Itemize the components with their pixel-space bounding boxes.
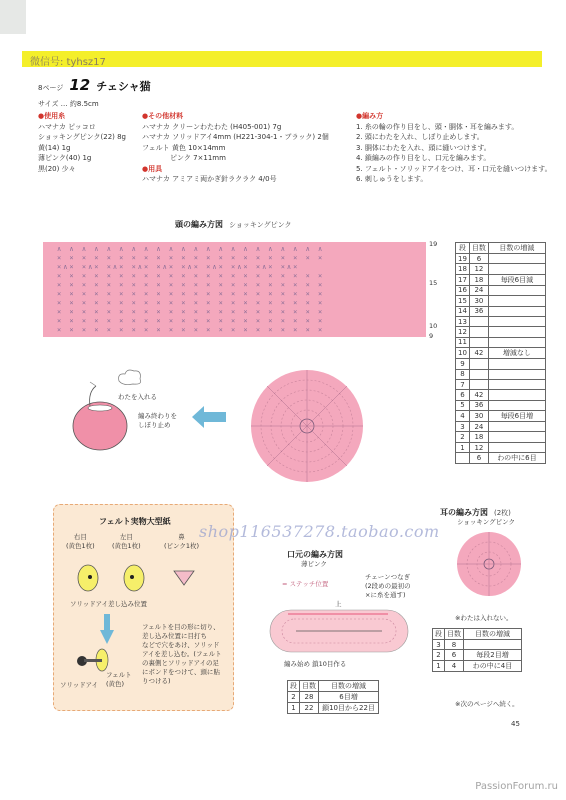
table-cell: 42 (469, 390, 488, 400)
table-row (456, 348, 546, 359)
table-cell: 36 (469, 306, 488, 316)
table-cell: 14 (456, 306, 470, 316)
table-row (456, 422, 546, 432)
mouth-start-label: 編み始め 鎖10目作る (284, 660, 347, 668)
table-cell (488, 379, 545, 389)
table-cell (488, 390, 545, 400)
table-cell (488, 316, 545, 326)
eye-position-label: ソリッドアイ差し込み位置 (70, 600, 147, 608)
method-step: 1. 糸の輪の作り目をし、頭・胴体・耳を編みます。 (356, 122, 519, 131)
head-round-chart (250, 355, 365, 493)
table-cell: 17 (456, 274, 470, 285)
table-cell: 24 (469, 285, 488, 295)
ear-note: ※わたは入れない。 (455, 614, 513, 622)
table-row (456, 327, 546, 337)
pattern-number: 12 (69, 76, 91, 94)
continue-note: ※次のページへ続く。 (455, 700, 519, 708)
page-reference: 8ページ (38, 84, 64, 92)
table-row (456, 337, 546, 347)
mouth-color: 薄ピンク (301, 560, 327, 568)
method-step: 2. 頭にわたを入れ、しぼり止めします。 (356, 133, 484, 141)
table-cell: 18 (456, 264, 470, 274)
tools-heading: ●用具 (142, 164, 163, 173)
table-row (456, 264, 546, 274)
scan-corner (0, 0, 26, 34)
table-cell (469, 379, 488, 389)
col-header: 目数の増減 (464, 629, 522, 640)
left-eye-shape (124, 565, 144, 591)
table-cell: 1 (456, 442, 470, 452)
yarn-list (38, 111, 126, 174)
head-table (455, 242, 546, 464)
stuffing-icon (115, 367, 145, 387)
yarn-line: ショッキングピンク(22) 8g (38, 133, 127, 141)
table-cell: 3 (456, 422, 470, 432)
col-header: 段 (456, 243, 470, 254)
table-row (456, 316, 546, 326)
table-row (456, 359, 546, 369)
table-row (288, 703, 379, 714)
nose-label: 鼻 (ピンク1枚) (164, 533, 200, 550)
table-row (456, 379, 546, 389)
arrow-down-icon (100, 614, 114, 644)
stitch-legend: = ステッチ位置 (282, 580, 329, 588)
table-cell (488, 306, 545, 316)
table-row (456, 296, 546, 306)
table-cell: 42 (469, 348, 488, 359)
table-cell: 10 (456, 348, 470, 359)
table-row (456, 274, 546, 285)
table-cell: 18 (469, 432, 488, 442)
method-step: 3. 胴体にわたを入れ、頭に縫いつけます。 (356, 143, 491, 152)
col-header: 目数 (300, 681, 319, 692)
table-cell: 12 (469, 264, 488, 274)
table-cell: 30 (469, 296, 488, 306)
table-cell: 2 (288, 692, 300, 703)
table-cell: 24 (469, 422, 488, 432)
table-row (456, 400, 546, 410)
table-cell (469, 337, 488, 347)
col-header: 段 (288, 681, 300, 692)
table-header (456, 243, 546, 254)
table-cell: 3 (433, 640, 445, 650)
table-cell: 8 (456, 369, 470, 379)
table-cell: 12 (456, 327, 470, 337)
table-cell: わの中に4目 (464, 661, 522, 672)
table-cell: 28 (300, 692, 319, 703)
material-line: ピンク 7×11mm (170, 154, 226, 162)
yarn-line: 黒(20) 少々 (38, 164, 76, 173)
table-row (456, 432, 546, 442)
ear-table (432, 628, 522, 672)
table-row (456, 390, 546, 400)
table-cell: 22 (300, 703, 319, 714)
table-cell: 2 (456, 432, 470, 442)
method-step: 4. 鎖編みの作り目をし、口元を編みます。 (356, 154, 491, 162)
table-cell: 4 (445, 661, 464, 672)
table-cell (488, 337, 545, 347)
table-row (456, 411, 546, 422)
table-cell: 36 (469, 400, 488, 410)
table-cell: 5 (456, 400, 470, 410)
footer-watermark: PassionForum.ru (475, 781, 558, 792)
table-cell (469, 316, 488, 326)
felt-instructions: フェルトを目の形に切り、 差し込み位置に目打ち などで穴をあけ、ソリッド アイを差し込む。(フェルト の裏側とソリッドアイの足 にボンドをつけて、頭に貼 りつける) (142, 623, 222, 685)
table-cell: 19 (456, 254, 470, 264)
table-cell: 7 (456, 379, 470, 389)
table-cell: 12 (469, 442, 488, 452)
table-row (456, 254, 546, 264)
table-row (433, 650, 522, 661)
table-cell: 30 (469, 411, 488, 422)
table-cell: 1 (288, 703, 300, 714)
method-list (356, 111, 552, 185)
row-marker: 19 (429, 240, 438, 248)
table-header (288, 681, 379, 692)
tool-line: ハマナカ アミアミ両かぎ針ラクラク 4/0号 (142, 175, 277, 183)
table-cell (488, 264, 545, 274)
table-cell: 16 (456, 285, 470, 295)
yarn-line: 薄ピンク(40) 1g (38, 154, 92, 162)
solid-eye-label: ソリッドアイ (60, 681, 98, 689)
ear-color: ショッキングピンク (457, 518, 516, 526)
material-line: ハマナカ ソリッドアイ4mm (H221-304-1・ブラック) 2個 (142, 133, 329, 141)
yarn-heading: ●使用糸 (38, 112, 66, 120)
row-marker: 15 (429, 279, 438, 287)
table-cell: 毎段6目増 (488, 411, 545, 422)
materials-list (142, 111, 329, 185)
mouth-table (287, 680, 379, 714)
table-cell: 2 (433, 650, 445, 661)
table-cell (488, 359, 545, 369)
table-cell (488, 369, 545, 379)
table-row (433, 661, 522, 672)
ear-table-body (433, 640, 522, 672)
head-chart-title-text: 頭の編み方図 (175, 220, 223, 229)
mouth-chart (268, 608, 410, 654)
table-cell: 9 (456, 359, 470, 369)
pattern-name: チェシャ猫 (96, 80, 151, 93)
col-header: 目数の増減 (319, 681, 379, 692)
table-cell: 6 (469, 254, 488, 264)
stitch-pattern: ∧ ∧ ∧ ∧ ∧ ∧ ∧ ∧ ∧ ∧ ∧ ∧ ∧ ∧ ∧ ∧ ∧ ∧ ∧ ∧ ∧ ∧ × × × × × × × × × × × × × × × × × × × × × × ×∧× ×∧× ×∧× ×∧× ×∧× ×∧× ×∧× ×∧× ×∧× ×∧× × × × × × × × × × × × × × × × × × × × × × × × × × × × × × × × × × × × × × × × × × × × × × × × × × × × × × × × × × × × × × × × × × × × × × × × × × × × × × × × × × × × × × × × × × × × × × × × × × × × × × × × × × × × × × × × × × × × × × × × × × × × × × × × × × × × × × × × × × × × × × × × × × × × × × × × × × × (57, 245, 325, 334)
right-eye-label: 右目 (黄色1枚) (66, 533, 95, 550)
ear-count: (2枚) (494, 509, 511, 517)
table-row (456, 442, 546, 452)
left-eye-label: 左目 (黄色1枚) (112, 533, 141, 550)
watermark: shop116537278.taobao.com (199, 522, 440, 541)
ear-chart-title (440, 507, 511, 518)
head-chart-color: ショッキングピンク (229, 221, 292, 229)
table-cell: 15 (456, 296, 470, 306)
nose-shape (174, 571, 194, 585)
wechat-banner: 微信号: tyhsz17 (22, 51, 542, 67)
method-heading: ●編み方 (356, 112, 384, 120)
table-cell (469, 369, 488, 379)
table-row (433, 640, 522, 650)
col-header: 目数 (445, 629, 464, 640)
table-cell (488, 422, 545, 432)
col-header: 段 (433, 629, 445, 640)
table-cell: 13 (456, 316, 470, 326)
table-cell (464, 640, 522, 650)
table-cell (488, 442, 545, 452)
table-cell: 4 (456, 411, 470, 422)
materials-heading: ●その他材料 (142, 112, 184, 120)
yarn-line: 黄(14) 1g (38, 143, 71, 152)
row-marker: 9 (429, 332, 434, 340)
ear-round-chart (455, 530, 523, 598)
material-line: ハマナカ クリーンわたわた (H405-001) 7g (142, 122, 282, 131)
table-cell: 1 (433, 661, 445, 672)
ear-title-text: 耳の編み方図 (440, 508, 488, 517)
head-table-body (456, 254, 546, 464)
table-cell (469, 359, 488, 369)
table-row (456, 453, 546, 464)
cinch-label: 編み終わりを しぼり止め (138, 412, 177, 429)
table-cell: 6目増 (319, 692, 379, 703)
col-header: 目数 (469, 243, 488, 254)
mouth-top-label: 上 (335, 600, 342, 608)
method-step: 5. フェルト・ソリッドアイをつけ、耳・口元を縫いつけます。 (356, 164, 552, 173)
table-cell (488, 285, 545, 295)
felt-title: フェルト実物大型紙 (99, 517, 171, 526)
table-cell: わの中に6目 (488, 453, 545, 464)
chain-note: チェーンつなぎ (2段めの最初の ×に糸を通す) (365, 573, 411, 599)
table-cell: 鎖10目から22目 (319, 703, 379, 714)
arrow-left-icon (192, 406, 226, 428)
table-cell: 18 (469, 274, 488, 285)
table-cell (488, 327, 545, 337)
row-marker: 10 (429, 322, 438, 330)
table-cell (488, 432, 545, 442)
head-chart-title (175, 219, 292, 230)
table-row (288, 692, 379, 703)
stuffing-label: わたを入れる (118, 393, 157, 401)
felt-label: フェルト (黄色) (106, 671, 132, 688)
pattern-size: サイズ … 約8.5cm (38, 100, 99, 108)
yarn-line: ハマナカ ピッコロ (38, 122, 96, 131)
table-row (456, 306, 546, 316)
table-cell: 6 (469, 453, 488, 464)
table-cell: 毎段2目増 (464, 650, 522, 661)
head-chart-strip (43, 242, 426, 337)
table-cell: 増減なし (488, 348, 545, 359)
table-cell: 6 (456, 390, 470, 400)
right-eye-shape (78, 565, 98, 591)
table-cell (488, 254, 545, 264)
pattern-title (38, 76, 151, 94)
mouth-table-body (288, 692, 379, 714)
table-header (433, 629, 522, 640)
table-row (456, 369, 546, 379)
table-cell: 6 (445, 650, 464, 661)
method-step: 6. 刺しゅうをします。 (356, 175, 428, 183)
col-header: 目数の増減 (488, 243, 545, 254)
table-cell: 11 (456, 337, 470, 347)
mouth-chart-title: 口元の編み方図 (287, 550, 343, 559)
table-cell (488, 400, 545, 410)
table-cell: 毎段6目減 (488, 274, 545, 285)
felt-shapes (66, 561, 206, 597)
table-cell (469, 327, 488, 337)
material-line: フェルト 黄色 10×14mm (142, 143, 226, 152)
table-row (456, 285, 546, 295)
page-number: 45 (511, 720, 520, 728)
table-cell: 8 (445, 640, 464, 650)
table-cell (456, 453, 470, 464)
table-cell (488, 296, 545, 306)
